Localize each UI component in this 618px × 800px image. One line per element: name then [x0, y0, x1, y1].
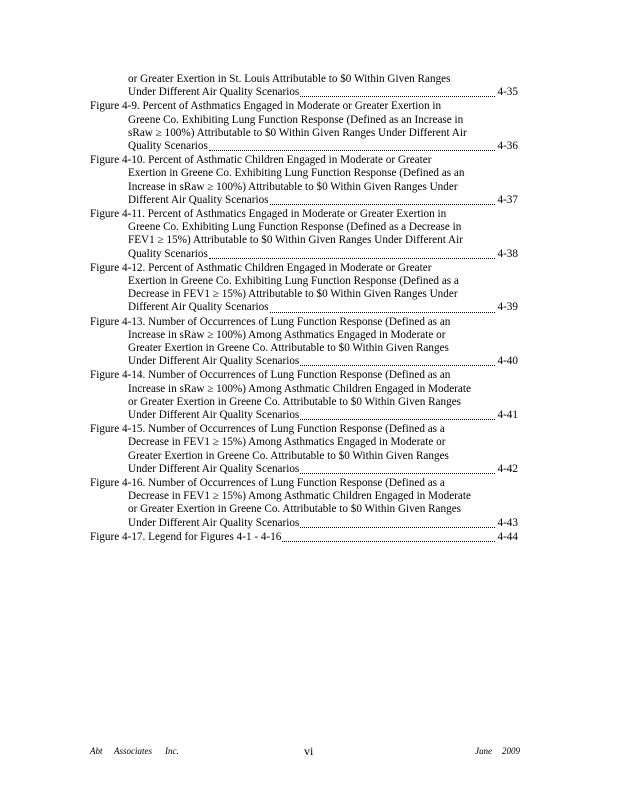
toc-page-number[interactable]: 4-42	[497, 462, 518, 475]
toc-entry-line	[90, 369, 518, 382]
page-number: vi	[304, 744, 314, 758]
toc-entry-text: Figure 4-16. Number of Occurrences of Lung Function Response (Defined as a	[90, 477, 445, 489]
toc-entry-line	[90, 262, 518, 275]
footer-month: June	[475, 746, 492, 756]
toc-entry-text: or Greater Exertion in Greene Co. Attributable to $0 Within Given Ranges	[128, 395, 462, 408]
toc-entry-line	[90, 450, 518, 463]
toc-entry-line	[90, 423, 518, 436]
toc-entry-line	[90, 100, 518, 113]
toc-entry[interactable]	[90, 208, 518, 261]
toc-entry[interactable]	[90, 262, 518, 315]
toc-entry-line	[90, 355, 518, 368]
toc-entry-text: Decrease in FEV1 ≥ 15%) Among Asthmatics Engaged in Moderate or	[128, 436, 446, 449]
toc-entry-text: Figure 4-13. Number of Occurrences of Lung Function Response (Defined as an	[90, 315, 451, 328]
toc-page-number[interactable]: 4-37	[497, 193, 518, 206]
toc-entry[interactable]	[90, 477, 518, 530]
footer-org-2: Associates	[114, 746, 152, 756]
toc-entry-text: Figure 4-11. Percent of Asthmatics Engaged in Moderate or Greater Exertion in	[90, 208, 447, 220]
footer-year: 2009	[502, 746, 520, 756]
toc-entry-text: Under Different Air Quality Scenarios	[128, 462, 300, 475]
toc-entry-text: Figure 4-14. Number of Occurrences of Lung Function Response (Defined as an	[90, 369, 451, 382]
toc-entry-text: Different Air Quality Scenarios	[128, 301, 269, 314]
dot-leader	[300, 473, 495, 474]
toc-entry-line	[90, 316, 518, 329]
toc-entry-text: Greene Co. Exhibiting Lung Function Response (Defined as an Increase in	[128, 113, 464, 126]
toc-entry-text: Under Different Air Quality Scenarios	[128, 355, 300, 368]
toc-entry-text: Figure 4-9. Percent of Asthmatics Engaged in Moderate or Greater Exertion in	[90, 100, 442, 113]
dot-leader	[270, 204, 496, 205]
toc-entry-line	[90, 490, 518, 503]
toc-entry[interactable]	[90, 423, 518, 476]
toc-entry-text: or Greater Exertion in Greene Co. Attributable to $0 Within Given Ranges	[128, 503, 462, 516]
toc-page-number[interactable]: 4-38	[497, 247, 518, 260]
toc-entry-line	[90, 275, 518, 288]
toc-entry-text: Increase in sRaw ≥ 100%) Attributable to $0 Within Given Ranges Under	[128, 180, 458, 193]
toc-entry-text: Different Air Quality Scenarios	[128, 193, 269, 206]
toc-entry[interactable]	[90, 531, 518, 544]
toc-entry[interactable]	[90, 154, 518, 207]
toc-entry-line	[90, 409, 518, 422]
toc-entry-line	[90, 342, 518, 355]
toc-entry-line	[90, 531, 518, 544]
toc-entry-line	[90, 329, 518, 342]
toc-entry-text: Figure 4-15. Number of Occurrences of Lung Function Response (Defined as a	[90, 423, 445, 436]
toc-page-number[interactable]: 4-40	[497, 355, 518, 368]
toc-entry-line	[90, 234, 518, 247]
toc-page-number[interactable]: 4-41	[497, 408, 518, 421]
toc-entry-text: FEV1 ≥ 15%) Attributable to $0 Within Given Ranges Under Different Air	[128, 234, 463, 247]
footer-inc: Inc.	[165, 746, 179, 756]
toc-entry-line	[90, 248, 518, 261]
toc-entry-line	[90, 181, 518, 194]
toc-entry[interactable]	[90, 316, 518, 369]
toc-entry-text: Exertion in Greene Co. Exhibiting Lung Function Response (Defined as an	[128, 167, 465, 180]
toc-entry-line	[90, 517, 518, 530]
dot-leader	[300, 527, 495, 528]
toc-entry-text: Greater Exertion in Greene Co. Attributable to $0 Within Given Ranges	[128, 341, 449, 354]
toc-entry-line	[90, 127, 518, 140]
toc-entry-line	[90, 436, 518, 449]
toc-entry-line	[90, 140, 518, 153]
toc-entry-line	[90, 477, 518, 490]
toc-entry-line	[90, 301, 518, 314]
dot-leader	[282, 541, 495, 542]
toc-entry-line	[90, 194, 518, 207]
toc-page-number[interactable]: 4-39	[497, 301, 518, 314]
toc-entry-text: Decrease in FEV1 ≥ 15%) Among Asthmatic Children Engaged in Moderate	[128, 490, 471, 503]
toc-entry-line	[90, 288, 518, 301]
toc-entry-text: Quality Scenarios	[128, 139, 208, 152]
toc-entry-text: Under Different Air Quality Scenarios	[128, 408, 300, 421]
dot-leader	[300, 96, 495, 97]
toc-entry-line	[90, 154, 518, 167]
toc-entry-text: Greater Exertion in Greene Co. Attributable to $0 Within Given Ranges	[128, 449, 449, 462]
dot-leader	[300, 365, 495, 366]
toc-entry-line	[90, 503, 518, 516]
dot-leader	[209, 258, 496, 259]
toc-entry-text: Figure 4-10. Percent of Asthmatic Children Engaged in Moderate or Greater	[90, 154, 432, 167]
toc-entry-text: Decrease in FEV1 ≥ 15%) Attributable to $0 Within Given Ranges Under	[128, 288, 458, 301]
toc-entry-text: sRaw ≥ 100%) Attributable to $0 Within Given Ranges Under Different Air	[128, 126, 467, 139]
toc-entry-text: Figure 4-12. Percent of Asthmatic Children Engaged in Moderate or Greater	[90, 261, 432, 274]
toc-page-number[interactable]: 4-36	[497, 139, 518, 152]
toc-entry[interactable]	[90, 73, 518, 99]
toc-entry-line	[90, 73, 518, 86]
toc-entry[interactable]	[90, 369, 518, 422]
toc-entry-line	[90, 114, 518, 127]
toc-entry-text: Under Different Air Quality Scenarios	[128, 86, 300, 99]
toc-entry-text: Under Different Air Quality Scenarios	[128, 516, 300, 529]
toc-page-number[interactable]: 4-44	[497, 530, 518, 543]
toc-entry-line	[90, 208, 518, 221]
toc-entry[interactable]	[90, 100, 518, 153]
toc-entry-text: or Greater Exertion in St. Louis Attributable to $0 Within Given Ranges	[128, 73, 451, 85]
toc-page-number[interactable]: 4-35	[497, 86, 518, 99]
toc-entry-text: Quality Scenarios	[128, 247, 208, 260]
dot-leader	[270, 312, 496, 313]
toc-entry-line	[90, 463, 518, 476]
dot-leader	[209, 150, 496, 151]
toc-entry-line	[90, 221, 518, 234]
toc-entry-text: Figure 4-17. Legend for Figures 4-1 - 4-16	[90, 530, 282, 543]
toc-entry-text: Increase in sRaw ≥ 100%) Among Asthmatics Engaged in Moderate or	[128, 328, 446, 341]
toc-entry-text: Increase in sRaw ≥ 100%) Among Asthmatic Children Engaged in Moderate	[128, 382, 471, 395]
toc-entry-text: Exertion in Greene Co. Exhibiting Lung Function Response (Defined as a	[128, 274, 459, 287]
toc-entry-line	[90, 86, 518, 99]
toc-entry-text: Greene Co. Exhibiting Lung Function Response (Defined as a Decrease in	[128, 221, 462, 234]
toc-entry-line	[90, 383, 518, 396]
dot-leader	[300, 419, 495, 420]
toc-entry-line	[90, 167, 518, 180]
page-footer	[0, 746, 618, 762]
footer-org: Abt	[90, 746, 103, 756]
toc-entry-line	[90, 396, 518, 409]
toc-page-number[interactable]: 4-43	[497, 516, 518, 529]
